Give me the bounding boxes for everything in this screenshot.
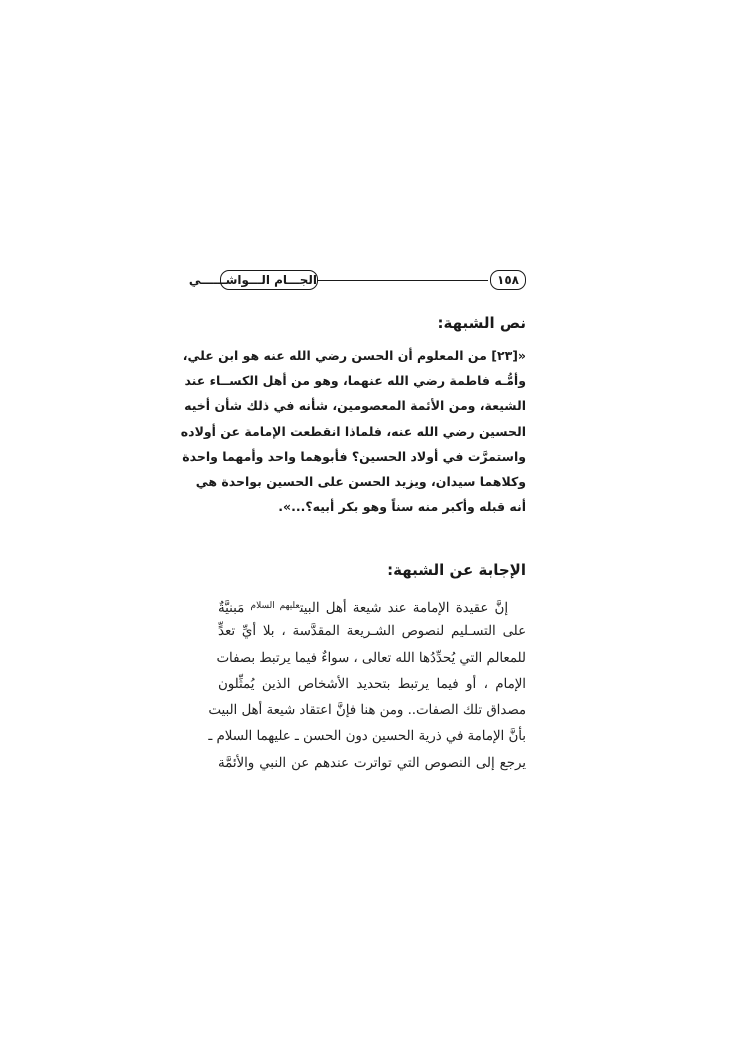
answer-line: على التسـليم لنصوص الشـريعة المقدَّسة ، بلا أيِّ تعدٍّ bbox=[218, 624, 526, 640]
book-title: الجـــام الـــواشــــــي bbox=[220, 270, 318, 290]
answer-line-first bbox=[218, 593, 526, 619]
quote-line: وأمُّـه فاطمة رضي الله عنهما، وهو من أهل الكســاء عند bbox=[184, 373, 526, 389]
quote-line: الشيعة، ومن الأئمة المعصومين، شأنه في ذلك شأن أخيه bbox=[184, 398, 526, 414]
running-header bbox=[188, 270, 526, 290]
page-number: ١٥٨ bbox=[490, 270, 526, 290]
quote-line: الحسين رضي الله عنه، فلماذا انقطعت الإمامة عن أولاده bbox=[180, 423, 526, 439]
answer-first-line-start: إنَّ عقيدة الإمامة عند شيعة أهل البيت bbox=[299, 601, 509, 616]
quote-line: «[٢٣] من المعلوم أن الحسن رضي الله عنه هو ابن علي، bbox=[182, 348, 526, 363]
answer-line: الإمام ، أو فيما يرتبط بتحديد الأشخاص الذين يُمثِّلون bbox=[218, 676, 526, 692]
answer-line: للمعالم التي يُحدِّدُها الله تعالى ، سواءٌ فيما يرتبط بصفات bbox=[216, 650, 526, 666]
answer-first-line-end: مَبنيَّةٌ bbox=[218, 601, 245, 616]
answer-paragraph bbox=[208, 593, 526, 777]
honorific-mark: عليهم السلام bbox=[250, 601, 300, 611]
quote-line: أنه قبله وأكبر منه سناً وهو بكر أبيه؟...». bbox=[278, 499, 526, 515]
section-heading-answer: الإجابة عن الشبهة: bbox=[387, 561, 526, 579]
quote-line: وكلاهما سيدان، ويزيد الحسن على الحسين بواحدة هي bbox=[195, 473, 526, 489]
section-heading-doubt: نص الشبهة: bbox=[437, 314, 526, 332]
answer-line: مصداق تلك الصفات.. ومن هنا فإنَّ اعتقاد شيعة أهل البيت bbox=[208, 703, 526, 719]
quote-line: واستمرَّت في أولاد الحسين؟ فأبوهما واحد وأمهما واحدة bbox=[182, 448, 526, 464]
doubt-quotation bbox=[180, 343, 526, 519]
answer-line: بأنَّ الإمامة في ذرية الحسين دون الحسن ـ عليهما السلام ـ bbox=[208, 729, 526, 745]
answer-line: يرجع إلى النصوص التي تواترت عندهم عن النبي والأئمَّة bbox=[218, 755, 526, 771]
header-rule bbox=[318, 280, 488, 281]
